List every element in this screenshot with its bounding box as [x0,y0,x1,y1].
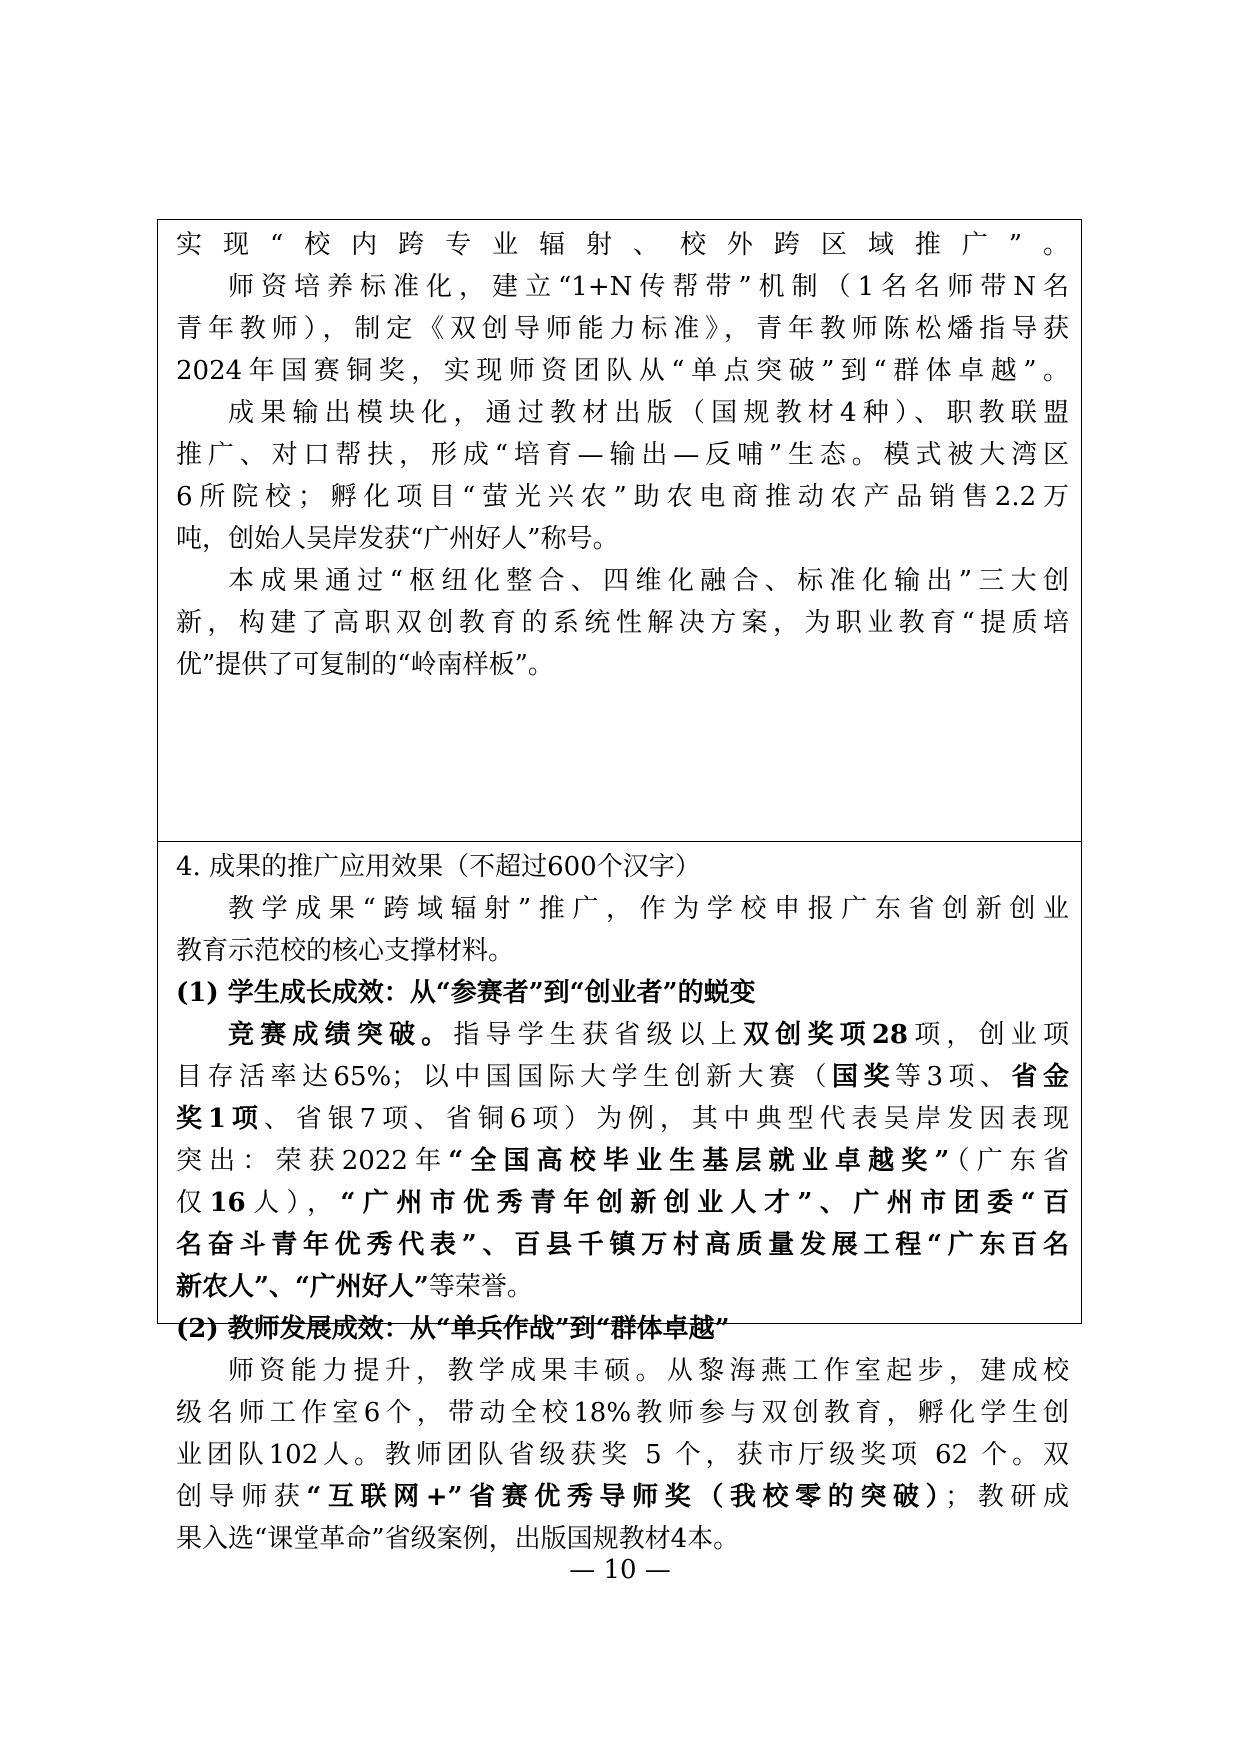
text-run: 等荣誉。 [428,1272,533,1302]
bold-phrase: 省金 [1011,1062,1069,1092]
bold-phrase: 竞赛成绩突破。 [228,1020,454,1050]
paragraph-line [176,1056,1069,1098]
bold-phrase: 16 [209,1188,246,1218]
paragraph-line: 成果输出模块化，通过教材出版（国规教材4种）、职教联盟 [228,398,1069,428]
bold-phrase: 双创奖项28 [743,1020,909,1050]
paragraph-line: 吨，创始人吴岸发获“广州好人”称号。 [176,524,619,554]
text-run: 仅 [176,1188,210,1218]
content-table [157,219,1082,1554]
text-run: （广东省 [949,1146,1069,1176]
paragraph-line: 师资培养标准化，建立“1+N传帮带”机制（1名名师带N名 [228,272,1069,302]
text-run: 创导师获 [176,1482,307,1512]
text-run: 项，创业项 [908,1020,1069,1050]
paragraph-line: 青年教师），制定《双创导师能力标准》，青年教师陈松燔指导获 [176,314,1069,344]
paragraph-line: 名奋斗青年优秀代表”、百县千镇万村高质量发展工程“广东百名 [176,1230,1069,1260]
paragraph-line: 新，构建了高职双创教育的系统性解决方案，为职业教育“提质培 [176,608,1069,638]
paragraph-line [176,1098,1069,1140]
paragraph-line: 教育示范校的核心支撑材料。 [176,936,515,966]
bold-phrase: 奖1项 [176,1104,264,1134]
text-run: 人）， [245,1188,341,1218]
paragraph-line: 6所院校；孵化项目“萤光兴农”助农电商推动农产品销售2.2万 [176,482,1069,512]
paragraph-line [176,1014,1069,1056]
paragraph-line: 2024年国赛铜奖，实现师资团队从“单点突破”到“群体卓越”。 [176,356,1069,386]
paragraph-line: 业团队102人。教师团队省级获奖 5 个，获市厅级奖项 62 个。双 [176,1440,1069,1470]
paragraph-line: 实现“校内跨专业辐射、校外跨区域推广”。 [176,230,1069,260]
bold-phrase: 国奖 [832,1062,895,1092]
bold-phrase: “广州市优秀青年创新创业人才”、广州市团委“百 [340,1188,1069,1218]
text-run: 等3项、 [895,1062,1012,1092]
bold-phrase: “全国高校毕业生基层就业卓越奖” [448,1146,950,1176]
bold-phrase: 新农人”、“广州好人” [176,1272,429,1302]
subsection-title-students: (1) 学生成长成效：从“参赛者”到“创业者”的蜕变 [176,978,756,1008]
text-run: 指导学生获省级以上 [453,1020,744,1050]
paragraph-line [176,1140,1069,1182]
bold-phrase: “互联网+”省赛优秀导师奖（我校零的突破） [306,1482,946,1512]
subsection-title-teachers: (2) 教师发展成效：从“单兵作战”到“群体卓越” [176,1314,730,1344]
paragraph-line: 本成果通过“枢纽化整合、四维化融合、标准化输出”三大创 [228,566,1069,596]
paragraph-line [176,1266,1069,1308]
text-run: 、省银7项、省铜6项）为例，其中典型代表吴岸发因表现 [263,1104,1069,1134]
text-run: 突出：荣获2022年 [176,1146,449,1176]
section-heading: 4. 成果的推广应用效果（不超过600个汉字） [176,852,701,882]
text-run: 目存活率达65%；以中国国际大学生创新大赛（ [176,1062,833,1092]
paragraph-line: 优”提供了可复制的“岭南样板”。 [176,650,554,680]
section-4-cell [158,842,1081,1554]
paragraph-line: 师资能力提升，教学成果丰硕。从黎海燕工作室起步，建成校 [228,1356,1069,1386]
paragraph-line: 果入选“课堂革命”省级案例，出版国规教材4本。 [176,1524,740,1554]
paragraph-line: 教学成果“跨域辐射”推广，作为学校申报广东省创新创业 [228,894,1069,924]
section-3-cell [158,220,1081,842]
paragraph-line: 推广、对口帮扶，形成“培育—输出—反哺”生态。模式被大湾区 [176,440,1069,470]
paragraph-line [176,1182,1069,1224]
paragraph-line [176,1476,1069,1518]
paragraph-line: 级名师工作室6个，带动全校18%教师参与双创教育，孵化学生创 [176,1398,1069,1428]
page-number: — 10 — [569,1555,671,1585]
text-run: ；教研成 [945,1482,1069,1512]
